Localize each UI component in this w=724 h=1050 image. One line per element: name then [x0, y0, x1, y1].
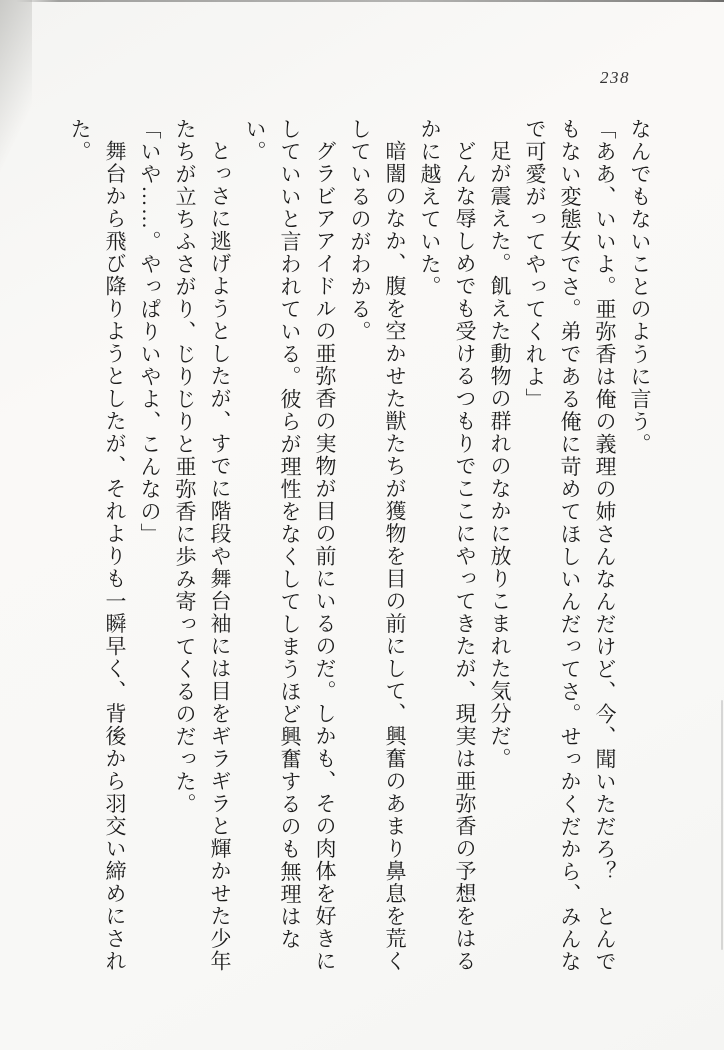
paragraph: 暗闇のなか、腹を空かせた獣たちが獲物を目の前にして、興奮のあまり鼻息を荒くしているのがわかる。	[348, 118, 407, 973]
paragraph: グラビアアイドルの亜弥香の実物が目の前にいるのだ。しかも、その肉体を好きにしていいと言われている。彼らが理性をなくしてしまうほど興奮するのも無理はない。	[243, 118, 337, 973]
scan-corner-shadow	[0, 0, 32, 200]
paragraph: どんな辱しめでも受けるつもりでここにやってきたが、現実は亜弥香の予想をはるかに越えていた。	[418, 118, 477, 973]
scan-edge-artifact-right	[721, 700, 723, 950]
scan-edge-artifact-top	[16, 0, 724, 2]
paragraph: 「いや……。やっぱりいやよ、こんなの」	[138, 118, 162, 546]
paragraph: 舞台から飛び降りようとしたが、それよりも一瞬早く、背後から羽交い締めにされた。	[68, 118, 127, 973]
text-body	[57, 118, 657, 990]
paragraph: なんでもないことのように言う。	[628, 118, 652, 456]
paragraph: とっさに逃げようとしたが、すでに階段や舞台袖には目をギラギラと輝かせた少年たちが立ちふさがり、じりじりと亜弥香に歩み寄ってくるのだった。	[173, 118, 232, 973]
page-number: 238	[600, 68, 630, 87]
paragraph: 「ああ、いいよ。亜弥香は俺の義理の姉さんなんだけど、今、聞いただろ？ とんでもない変態女でさ。弟である俺に苛めてほしいんだってさ。せっかくだから、みんなで可愛がってやってくれよ」	[523, 118, 617, 973]
paragraph: 足が震えた。飢えた動物の群れのなかに放りこまれた気分だ。	[488, 140, 512, 770]
